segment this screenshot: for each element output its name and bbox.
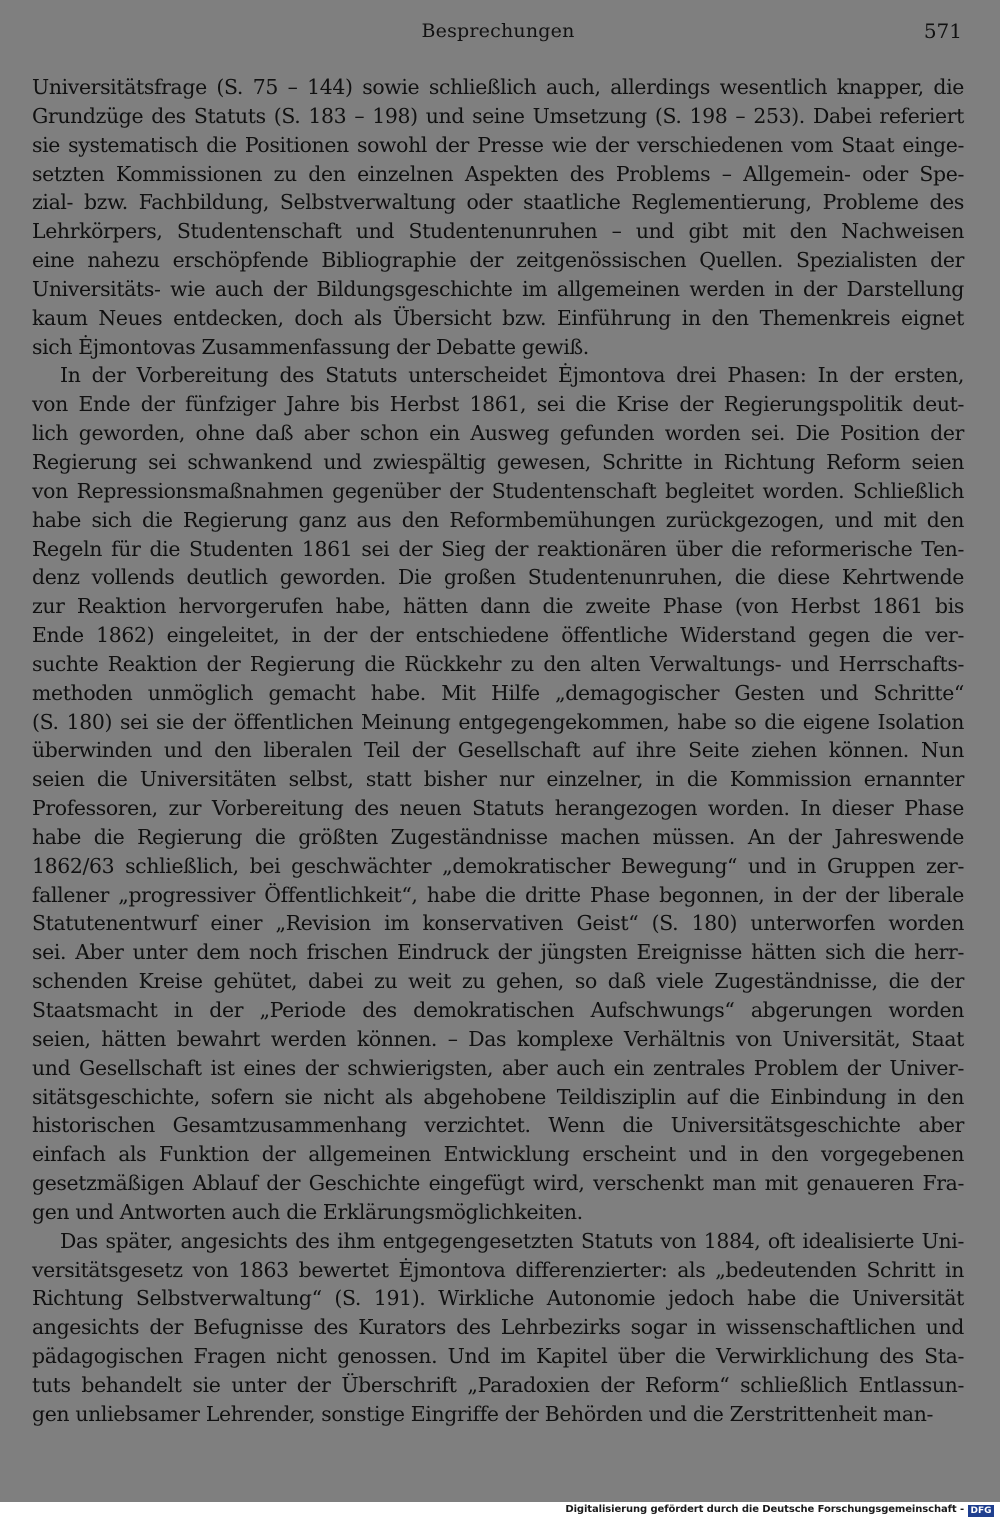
text-line: seien die Universitäten selbst, statt bisher nur einzelner, in die Kommission ernannter (32, 767, 964, 792)
text-line: Professoren, zur Vorbereitung des neuen Statuts herangezogen worden. In dieser Phase (32, 796, 964, 821)
text-line: zial- bzw. Fachbildung, Selbstverwaltung oder staatliche Reglementierung, Probleme des (32, 190, 964, 215)
text-line: eine nahezu erschöpfende Bibliographie der zeitgenössischen Quellen. Spezialisten der (32, 248, 964, 273)
text-line: Grundzüge des Statuts (S. 183 – 198) und seine Umsetzung (S. 198 – 253). Dabei referiert (32, 103, 964, 128)
text-line: Statutenentwurf einer „Revision im konservativen Geist“ (S. 180) unterworfen worden (32, 911, 964, 936)
text-line: gen unliebsamer Lehrender, sonstige Eingriffe der Behörden und die Zerstrittenheit man- (32, 1401, 934, 1426)
text-line: gesetzmäßigen Ablauf der Geschichte eingefügt wird, verschenkt man mit genaueren Fra- (32, 1171, 964, 1196)
text-line: Staatsmacht in der „Periode des demokratischen Aufschwungs“ abgerungen worden (32, 998, 964, 1022)
text-line: Universitäts- wie auch der Bildungsgeschichte im allgemeinen werden in der Darstellung (32, 276, 964, 301)
text-line: und Gesellschaft ist eines der schwierigsten, aber auch ein zentrales Problem der Univer- (32, 1055, 964, 1080)
text-line: pädagogischen Fragen nicht genossen. Und im Kapitel über die Verwirklichung des Sta- (32, 1344, 964, 1369)
text-line: setzten Kommissionen zu den einzelnen Aspekten des Problems – Allgemein- oder Spe- (32, 161, 964, 186)
text-line: versitätsgesetz von 1863 bewertet Ėjmontova differenzierter: als „bedeutenden Schritt in (32, 1257, 964, 1282)
dfg-logo: DFG (968, 1505, 994, 1517)
text-line: Regierung sei schwankend und zwiespältig gewesen, Schritte in Richtung Reform seien (32, 449, 964, 474)
header-title: Besprechungen (421, 20, 575, 42)
text-line: Richtung Selbstverwaltung“ (S. 191). Wirkliche Autonomie jedoch habe die Universität (32, 1286, 964, 1311)
text-line: sitätsgeschichte, sofern sie nicht als abgehobene Teildisziplin auf die Einbindung in den (32, 1084, 964, 1109)
text-line: tuts behandelt sie unter der Überschrift „Paradoxien der Reform“ schließlich Entlassun- (32, 1372, 964, 1397)
text-line: überwinden und den liberalen Teil der Gesellschaft auf ihre Seite ziehen können. Nun (32, 738, 964, 763)
text-line: schenden Kreise gehütet, dabei zu weit zu gehen, so daß viele Zugeständnisse, die der (32, 969, 964, 994)
text-line: denz vollends deutlich geworden. Die großen Studentenunruhen, die diese Kehrtwende (32, 565, 964, 590)
text-line: habe die Regierung die größten Zugeständnisse machen müssen. An der Jahreswende (32, 824, 964, 849)
text-line: angesichts der Befugnisse des Kurators des Lehrbezirks sogar in wissenschaftlichen und (32, 1315, 964, 1340)
paragraph-1 (32, 73, 964, 361)
text-line: Ende 1862) eingeleitet, in der der entschiedene öffentliche Widerstand gegen die ver- (32, 623, 964, 648)
text-line: zur Reaktion hervorgerufen habe, hätten dann die zweite Phase (von Herbst 1861 bis (32, 594, 964, 619)
body-text (32, 73, 964, 1429)
text-line: (S. 180) sei sie der öffentlichen Meinung entgegengekommen, habe so die eigene Isolation (32, 709, 964, 734)
text-line: methoden unmöglich gemacht habe. Mit Hilfe „demagogischer Gesten und Schritte“ (32, 680, 964, 705)
text-line: gen und Antworten auch die Erklärungsmöglichkeiten. (32, 1199, 583, 1224)
text-line: von Ende der fünfziger Jahre bis Herbst 1861, sei die Krise der Regierungspolitik deut- (32, 392, 964, 417)
text-line: Regeln für die Studenten 1861 sei der Sieg der reaktionären über die reformerische Ten- (32, 536, 964, 561)
text-line: kaum Neues entdecken, doch als Übersicht bzw. Einführung in den Themenkreis eignet (32, 305, 964, 330)
text-line: habe sich die Regierung ganz aus den Reformbemühungen zurückgezogen, und mit den (32, 507, 964, 532)
text-line: 1862/63 schließlich, bei geschwächter „demokratischer Bewegung“ und in Gruppen zer- (32, 853, 964, 878)
text-line: fallener „progressiver Öffentlichkeit“, habe die dritte Phase begonnen, in der der liberale (32, 882, 964, 907)
text-line: seien, hätten bewahrt werden können. – Das komplexe Verhältnis von Universität, Staat (32, 1026, 964, 1051)
footer-bar (0, 1502, 1000, 1520)
text-line: historischen Gesamtzusammenhang verzichtet. Wenn die Universitätsgeschichte aber (32, 1113, 964, 1138)
text-line: sie systematisch die Positionen sowohl der Presse wie der verschiedenen vom Staat einge- (32, 132, 964, 157)
paragraph-3 (32, 1227, 964, 1429)
text-line: Universitätsfrage (S. 75 – 144) sowie schließlich auch, allerdings wesentlich knapper, die (32, 75, 964, 99)
text-line: Das später, angesichts des ihm entgegengesetzten Statuts von 1884, oft idealisierte Uni- (60, 1228, 964, 1253)
page-number: 571 (923, 19, 962, 43)
text-line: lich geworden, ohne daß aber schon ein Ausweg gefunden worden sei. Die Position der (32, 421, 964, 446)
paragraph-2 (32, 361, 964, 1226)
text-line: In der Vorbereitung des Statuts unterscheidet Ėjmontova drei Phasen: In der ersten, (60, 363, 964, 388)
text-line: Lehrkörpers, Studentenschaft und Studentenunruhen – und gibt mit den Nachweisen (32, 219, 964, 244)
text-line: einfach als Funktion der allgemeinen Entwicklung erscheint und in den vorgegebenen (32, 1142, 964, 1167)
text-line: sei. Aber unter dem noch frischen Eindruck der jüngsten Ereignisse hätten sich die herr- (32, 940, 964, 965)
text-line: sich Ėjmontovas Zusammenfassung der Debatte gewiß. (32, 334, 589, 359)
text-line: suchte Reaktion der Regierung die Rückkehr zu den alten Verwaltungs- und Herrschafts- (32, 651, 964, 676)
footer-credit: Digitalisierung gefördert durch die Deutsche Forschungsgemeinschaft - (565, 1504, 964, 1515)
text-line: von Repressionsmaßnahmen gegenüber der Studentenschaft begleitet worden. Schließlich (32, 478, 964, 503)
running-head (34, 16, 962, 50)
